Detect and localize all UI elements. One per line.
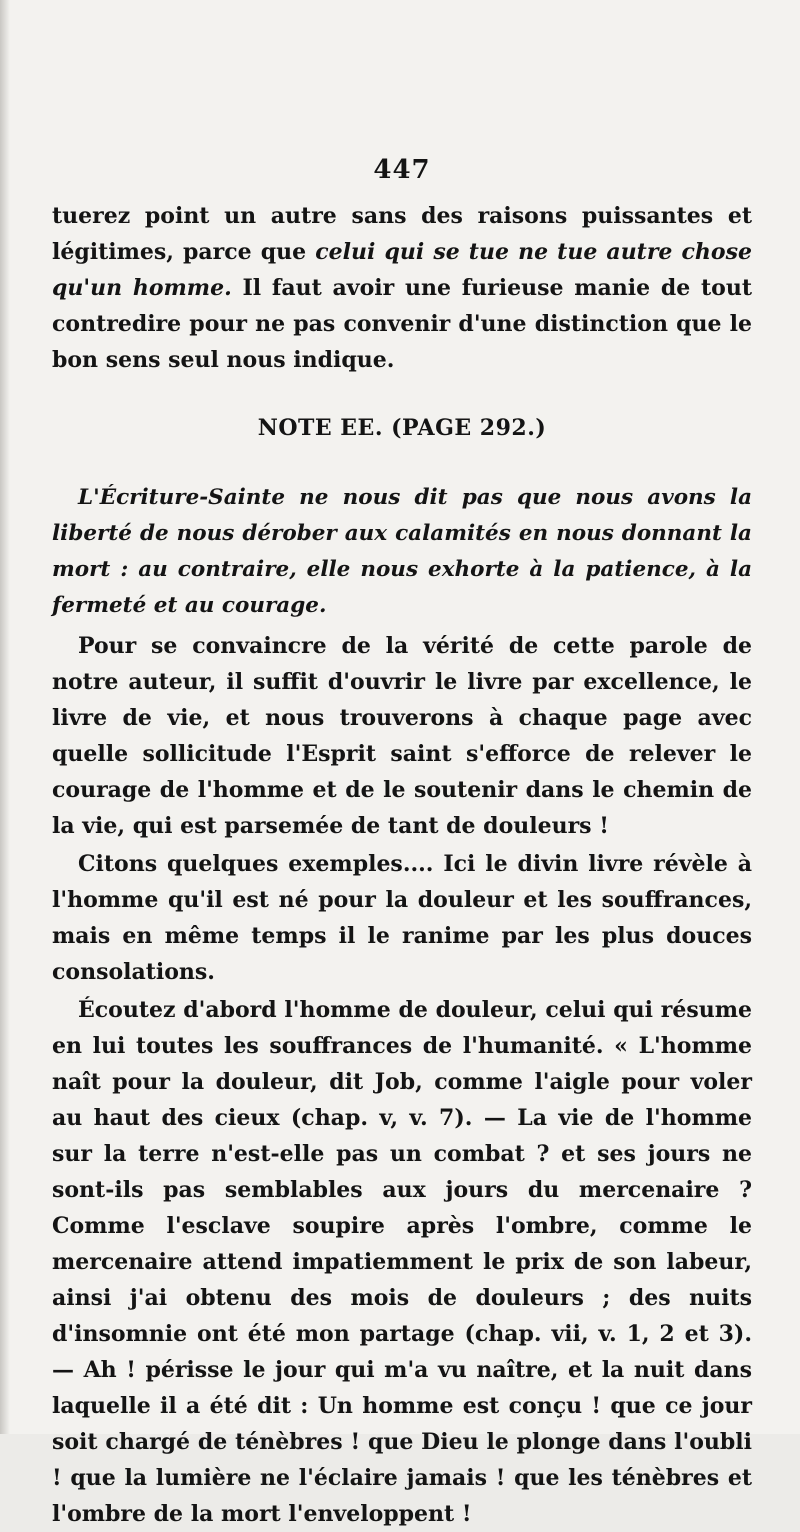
opening-italic-quote: celui qui se tue ne tue autre chose qu'un homme.	[52, 239, 752, 301]
paragraph-1: Pour se convaincre de la vérité de cette parole de notre auteur, il suffit d'ouvrir le livre par excellence, le livre de vie, et nous trouverons à chaque page avec quelle sollicitude l'Esprit saint s'efforce de relever le courage de l'homme et de le soutenir dans le chemin de la vie, qui est parsemée de tant de douleurs !	[52, 633, 752, 839]
page-edge	[0, 0, 10, 1434]
note-summary: L'Écriture-Sainte ne nous dit pas que nous avons la liberté de nous dérober aux calamités en nous donnant la mort : au contraire, elle nous exhorte à la patience, à la fermeté et au courage.	[52, 485, 752, 618]
page-number: 447	[373, 155, 431, 185]
note-heading: NOTE EE. (PAGE 292.)	[257, 415, 547, 441]
text-block	[52, 150, 752, 1532]
opening-paragraph	[52, 198, 752, 378]
opening-text-after: Il faut avoir une furieuse manie de tout contredire pour ne pas convenir d'une distinction que le bon sens seul nous indique.	[52, 275, 752, 373]
opening-text-before: tuerez point un autre sans des raisons puissantes et légitimes, parce que	[52, 203, 752, 265]
paragraph-3: Écoutez d'abord l'homme de douleur, celui qui résume en lui toutes les souffrances de l'humanité. « L'homme naît pour la douleur, dit Job, comme l'aigle pour voler au haut des cieux (chap. v, v. 7). — La vie de l'homme sur la terre n'est-elle pas un combat ? et ses jours ne sont-ils pas semblables aux jours du mercenaire ? Comme l'esclave soupire après l'ombre, comme le mercenaire attend impatiemment le prix de son labeur, ainsi j'ai obtenu des mois de douleurs ; des nuits d'insomnie ont été mon partage (chap. vii, v. 1, 2 et 3). — Ah ! périsse le jour qui m'a vu naître, et la nuit dans laquelle il a été dit : Un homme est conçu ! que ce jour soit chargé de ténèbres ! que Dieu le plonge dans l'oubli ! que la lumière ne l'éclaire jamais ! que les ténèbres et l'ombre de la mort l'enveloppent !	[52, 997, 752, 1527]
paragraph-2: Citons quelques exemples.... Ici le divin livre révèle à l'homme qu'il est né pour la douleur et les souffrances, mais en même temps il le ranime par les plus douces consolations.	[52, 851, 752, 985]
